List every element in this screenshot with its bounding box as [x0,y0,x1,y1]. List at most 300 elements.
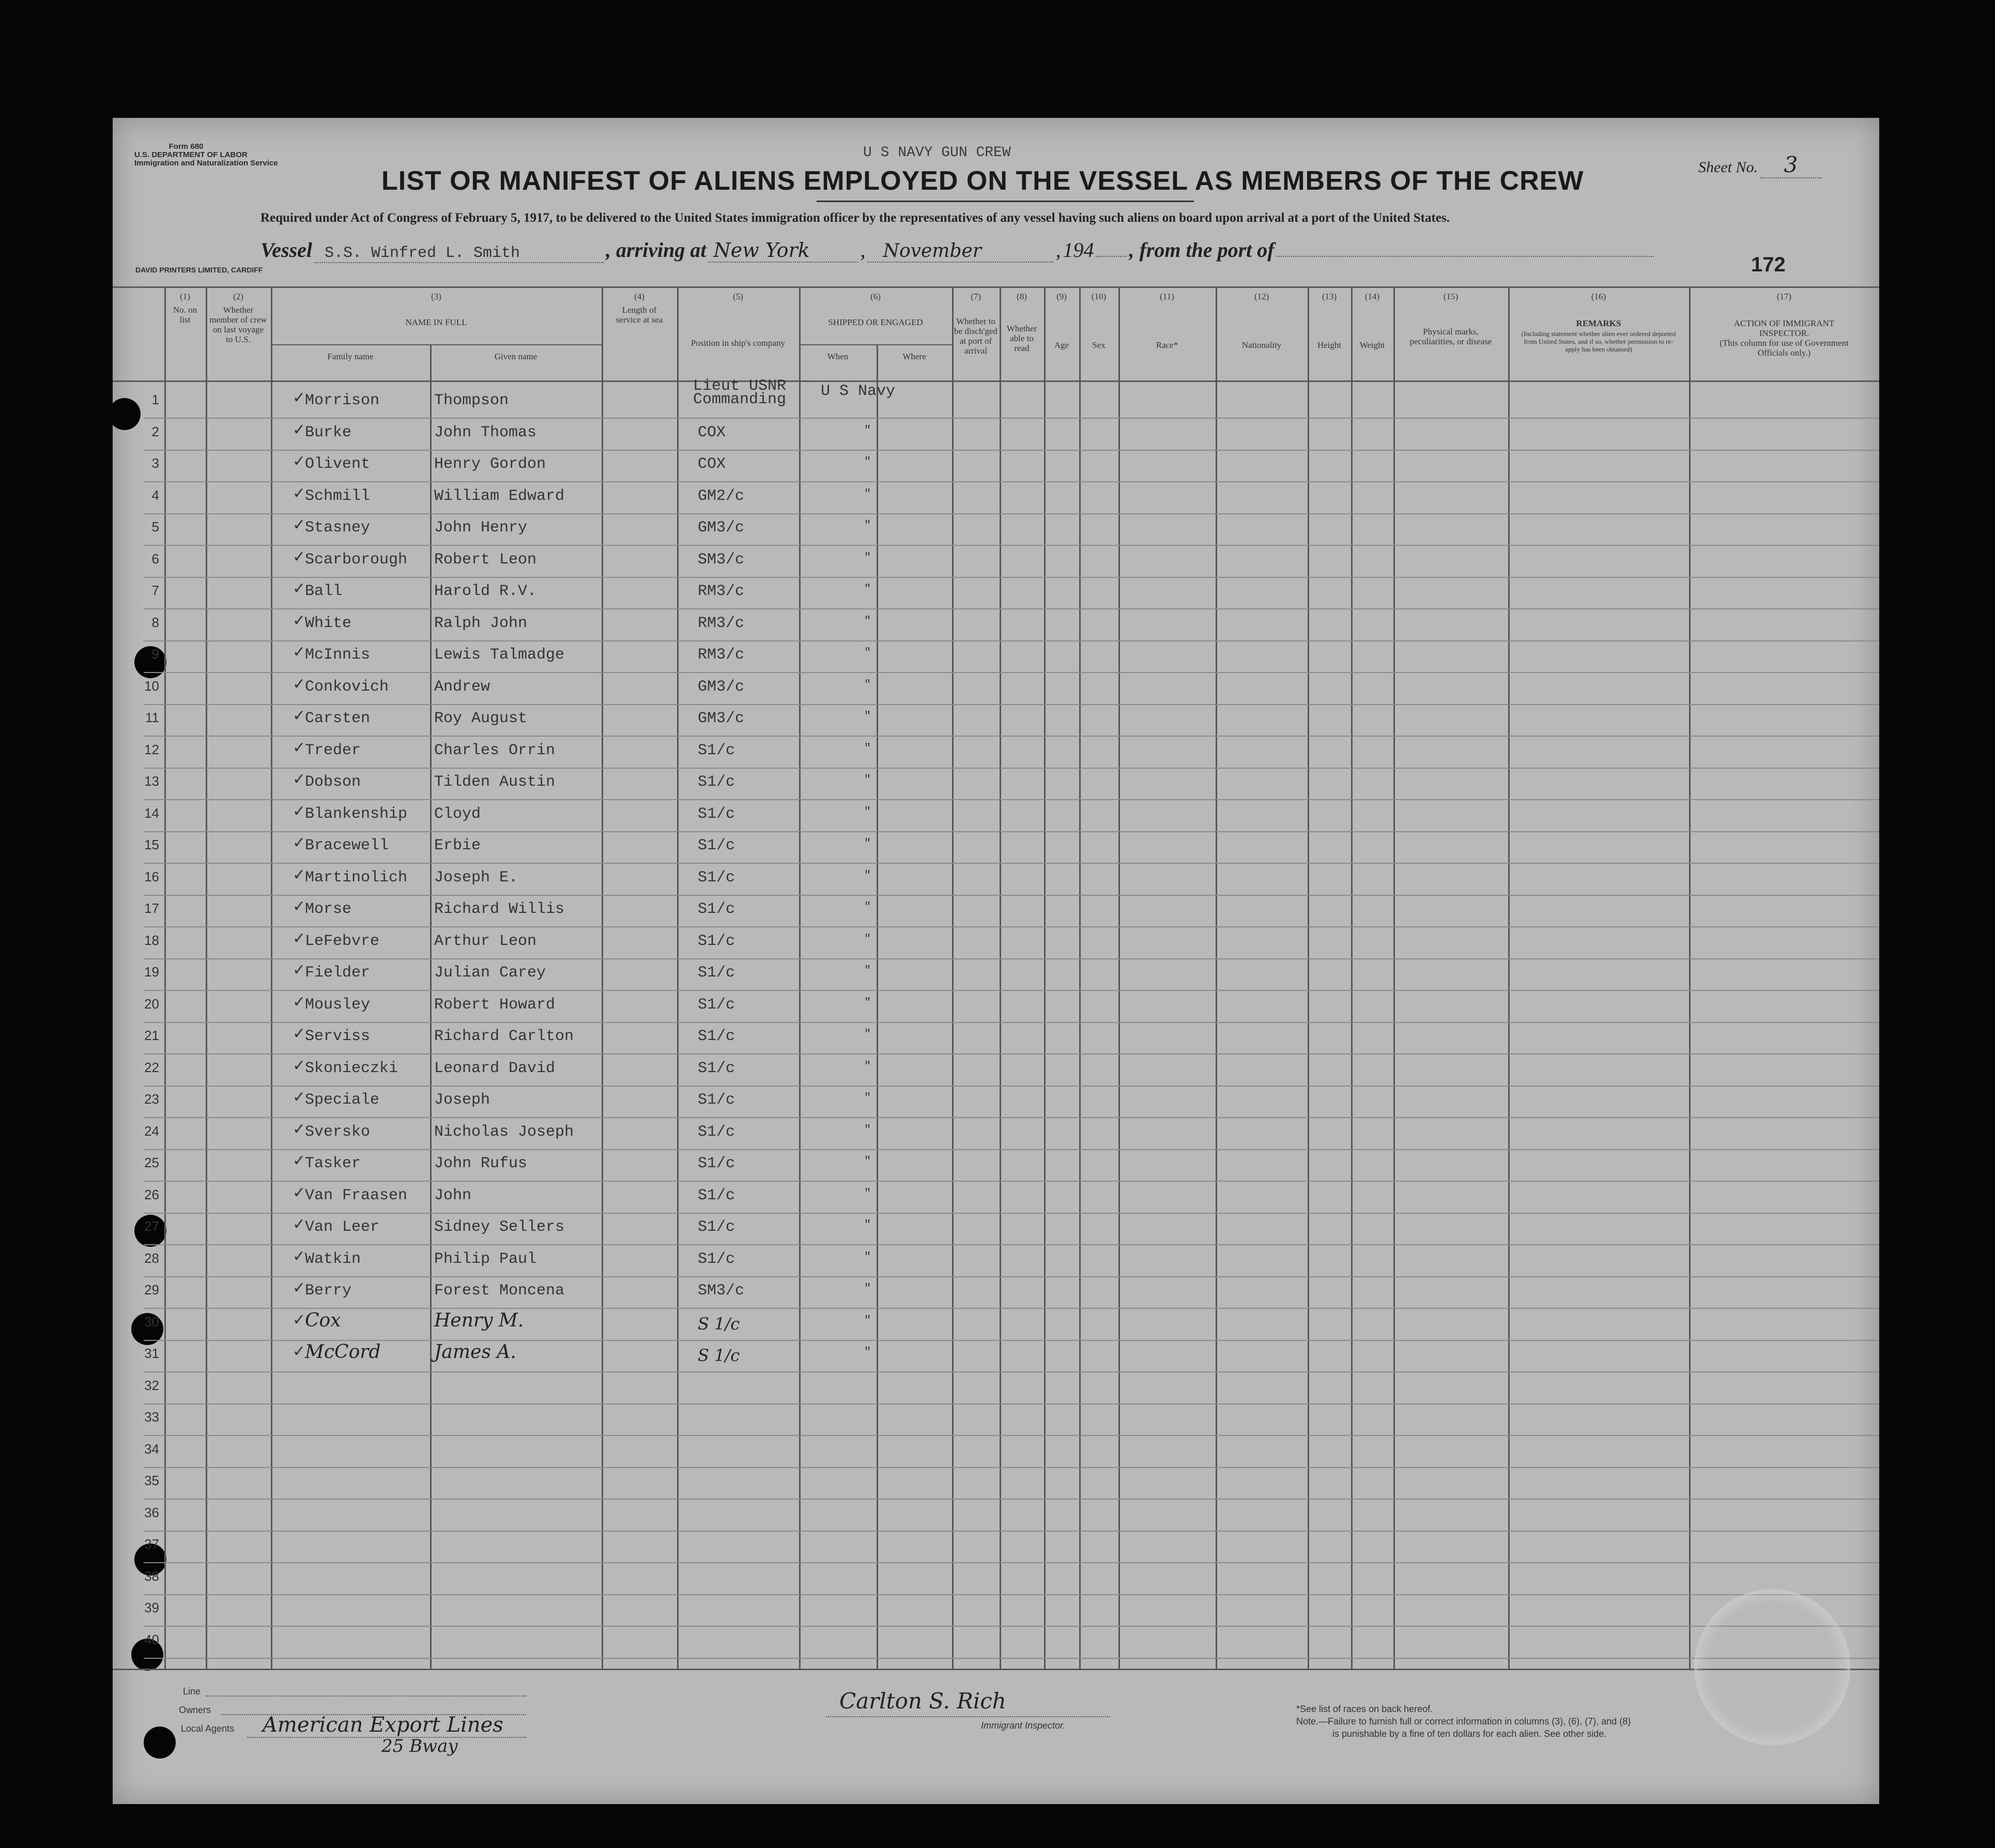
col-rule [430,344,432,1670]
col-num-17: (17) [1776,292,1792,301]
family-name: Ball [305,583,343,600]
given-name: Leonard David [434,1060,556,1077]
row-rule [144,831,1879,832]
shipped-when: " [864,519,871,532]
family-name: LeFebvre [305,933,380,950]
shipped-when: " [864,1282,871,1295]
row-rule [144,1371,1879,1372]
checkmark-icon: ✓ [293,485,306,502]
row-number: 10 [144,678,159,694]
row-number: 7 [151,583,159,598]
col-head-9: Age [1054,340,1069,350]
row-rule [144,926,1879,927]
given-name: John Rufus [434,1155,528,1172]
row-number: 36 [144,1505,159,1520]
position: S1/c [698,933,735,950]
header-bottom-rule [113,380,1879,382]
row-number: 15 [144,837,159,852]
shipped-when: " [864,1218,871,1231]
col-head-15: Physical marks, peculiarities, or disease [1409,327,1492,346]
family-name: Sversko [305,1123,371,1141]
row-rule [144,1213,1879,1214]
given-name: Lewis Talmadge [434,646,565,664]
col-rule [1044,286,1046,1670]
footer-line-label: Line [183,1686,201,1697]
row-number: 29 [144,1282,159,1297]
family-name: Dobson [305,773,361,791]
checkmark-icon: ✓ [293,676,306,693]
sheet-number-block [1698,152,1822,178]
row-rule [144,1594,1879,1595]
vessel-label: Vessel [260,238,312,262]
row-number: 9 [151,646,159,662]
position: S1/c [698,837,735,854]
subheader-rule [799,344,952,345]
col-rule [877,344,878,1670]
position: RM3/c [698,583,745,600]
checkmark-icon: ✓ [293,1184,306,1201]
col-head-6: SHIPPED OR ENGAGED [828,317,923,327]
col-head-1: No. on list [173,305,197,325]
row-rule [144,1086,1879,1087]
row-number: 18 [144,933,159,948]
row-rule [144,1022,1879,1023]
col-rule [1000,286,1001,1670]
family-name: Stasney [305,519,371,537]
shipped-when: " [864,1250,871,1263]
position: GM3/c [698,710,745,727]
given-name: Ralph John [434,615,528,632]
shipped-when: " [864,933,871,945]
position: SM3/c [698,1282,745,1300]
row-number: 26 [144,1187,159,1202]
given-name: Nicholas Joseph [434,1123,574,1141]
col-head-3: NAME IN FULL [405,317,467,327]
col-num-4: (4) [634,292,644,301]
row-rule [144,1658,1879,1659]
col-rule [1079,286,1081,1670]
row-rule [144,450,1879,451]
given-name: Roy August [434,710,528,727]
checkmark-icon: ✓ [293,453,306,470]
family-name: Watkin [305,1250,361,1268]
position: RM3/c [698,646,745,664]
col-num-10: (10) [1091,292,1107,301]
row-rule [144,1117,1879,1118]
col-num-9: (9) [1056,292,1067,301]
row-rule [144,768,1879,769]
position: S1/c [698,1218,735,1236]
row-rule [144,704,1879,705]
given-name: Henry Gordon [434,455,546,473]
col-head-11: Race* [1156,340,1178,350]
inspector-label: Immigrant Inspector. [981,1720,1066,1731]
family-name: Van Leer [305,1218,380,1236]
col-num-16: (16) [1591,292,1606,301]
shipped-when: " [864,583,871,595]
row-rule [144,418,1879,419]
position: S 1/c [698,1346,740,1365]
inspector-signature: Carlton S. Rich [839,1688,1006,1714]
row-rule [144,1340,1879,1341]
checkmark-icon: ✓ [293,1248,306,1265]
shipped-when: " [864,1155,871,1168]
footer-agents-address: 25 Bway [381,1736,458,1757]
row-number: 8 [151,615,159,630]
shipped-when: " [864,837,871,850]
given-name: Robert Leon [434,551,537,569]
given-name: Arthur Leon [434,933,537,950]
shipped-when: " [864,869,871,882]
sheet-number: 3 [1760,152,1822,178]
col-rule [1216,286,1217,1670]
shipped-when: " [864,900,871,913]
given-name: Forest Moncena [434,1282,565,1300]
family-name: Van Fraasen [305,1187,408,1204]
col-num-3: (3) [431,292,441,301]
col-num-15: (15) [1443,292,1459,301]
checkmark-icon: ✓ [293,421,306,438]
position: COX [698,455,726,473]
shipped-when: " [864,487,871,500]
given-name: Charles Orrin [434,742,556,759]
position: S1/c [698,1091,735,1109]
col-rule [1508,286,1510,1670]
checkmark-icon: ✓ [293,1025,306,1042]
row-rule [144,1531,1879,1532]
row-rule [144,958,1879,959]
given-name: John Thomas [434,424,537,441]
checkmark-icon: ✓ [293,1343,306,1360]
footer-line-blank [206,1696,526,1697]
shipped-when: " [864,1060,871,1073]
family-name: Schmill [305,487,371,505]
given-name: Philip Paul [434,1250,537,1268]
position: SM3/c [698,551,745,569]
row-number: 23 [144,1091,159,1107]
shipped-when: " [864,1123,871,1136]
shipped-when: " [864,1187,871,1200]
shipped-when: " [864,1028,871,1041]
family-name: Fielder [305,964,371,982]
from-port-blank [1277,256,1654,257]
family-name: Tasker [305,1155,361,1172]
vessel-line [260,238,1654,263]
col-num-14: (14) [1364,292,1380,301]
row-rule [144,1467,1879,1468]
given-name: Andrew [434,678,490,696]
row-number: 12 [144,742,159,757]
checkmark-icon: ✓ [293,612,306,629]
row-rule [144,481,1879,482]
family-name: Mousley [305,996,371,1014]
row-number: 6 [151,551,159,567]
shipped-when: " [864,710,871,723]
printer-name: DAVID PRINTERS LIMITED, CARDIFF [135,266,263,274]
position: S1/c [698,964,735,982]
col-rule [164,286,166,1670]
position: S1/c [698,805,735,823]
row-rule [144,895,1879,896]
row-number: 25 [144,1155,159,1170]
position: S1/c [698,1250,735,1268]
shipped-when: " [864,615,871,628]
given-name: Joseph E. [434,869,518,887]
row-number: 27 [144,1218,159,1234]
row-number: 30 [144,1314,159,1330]
family-name: McCord [305,1341,381,1363]
col-head-13: Height [1317,340,1342,350]
checkmark-icon: ✓ [293,771,306,788]
row-rule [144,1626,1879,1627]
family-name: Morrison [305,392,380,409]
manifest-sheet [113,118,1879,1804]
position: S1/c [698,742,735,759]
row-number: 40 [144,1632,159,1647]
row-number: 13 [144,773,159,789]
col-rule [1393,286,1395,1670]
row-number: 32 [144,1378,159,1393]
row-rule [144,1499,1879,1500]
given-name: Sidney Sellers [434,1218,565,1236]
col-sub-16: (Including statement whether alien ever ordered deported from United States, and if so, whether permission to re-apply has been obtained) [1521,330,1676,353]
row-number: 17 [144,900,159,916]
punch-hole [144,1727,176,1759]
row-number: 3 [151,455,159,471]
col-head-14: Weight [1359,340,1385,350]
shipped-when: " [864,551,871,564]
shipped-when: " [864,678,871,691]
row-rule [144,736,1879,737]
col-head-17: ACTION OF IMMIGRANT INSPECTOR. [1733,318,1835,338]
service-name: Immigration and Naturalization Service [134,159,278,167]
checkmark-icon: ✓ [293,580,306,597]
sheet-label: Sheet No. [1698,159,1758,176]
col-rule [799,286,801,1670]
given-name: Richard Carlton [434,1028,574,1045]
family-name: Speciale [305,1091,380,1109]
checkmark-icon: ✓ [293,961,306,979]
comma: , [1055,238,1061,262]
checkmark-icon: ✓ [293,1279,306,1296]
shipped-when: " [864,964,871,977]
shipped-when: " [864,424,871,437]
given-name: William Edward [434,487,565,505]
page-number: 172 [1751,253,1786,276]
page-title: LIST OR MANIFEST OF ALIENS EMPLOYED ON THE VESSEL AS MEMBERS OF THE CREW [381,166,1584,196]
table-bottom-rule [113,1669,1879,1670]
row-rule [144,577,1879,578]
checkmark-icon: ✓ [293,1311,306,1328]
col-num-7: (7) [971,292,981,301]
shipped-when: " [864,646,871,659]
row-rule [144,1276,1879,1277]
given-name: John Henry [434,519,528,537]
family-name: Treder [305,742,361,759]
position: GM2/c [698,487,745,505]
col-head-5: Position in ship's company [690,338,786,348]
family-name: Martinolich [305,869,408,887]
arrival-year: 194 [1063,238,1094,262]
position: S1/c [698,773,735,791]
crew-type: U S NAVY GUN CREW [863,145,1011,161]
family-name: White [305,615,352,632]
penalty-note-1: Note.—Failure to furnish full or correct information in columns (3), (6), (7), and (8) [1296,1716,1631,1727]
row-rule [144,1053,1879,1055]
position: S1/c [698,900,735,918]
given-name: Tilden Austin [434,773,556,791]
col-head-2: Whether member of crew on last voyage to U.S. [209,305,267,344]
row-number: 39 [144,1600,159,1615]
row-number: 16 [144,869,159,884]
col-num-8: (8) [1017,292,1027,301]
row-rule [144,799,1879,800]
family-name: McInnis [305,646,371,664]
row-number: 5 [151,519,159,534]
position: S1/c [698,1187,735,1204]
checkmark-icon: ✓ [293,994,306,1011]
position: S1/c [698,1060,735,1077]
row-rule [144,640,1879,642]
col-sub-family: Family name [327,352,374,361]
row-rule [144,545,1879,546]
family-name: Berry [305,1282,352,1300]
given-name: Thompson [434,392,509,409]
col-head-16: REMARKS [1576,318,1621,328]
shipped-when: " [864,1091,871,1104]
col-rule [1689,286,1691,1670]
checkmark-icon: ✓ [293,930,306,947]
col-head-12: Nationality [1241,340,1282,350]
shipped-when: " [864,455,871,468]
department: U.S. DEPARTMENT OF LABOR [134,150,248,159]
row-rule [144,1562,1879,1563]
col-rule [271,286,272,1670]
col-sub-given: Given name [494,352,538,361]
row-rule [144,1403,1879,1404]
family-name: Olivent [305,455,371,473]
penalty-note-2: is punishable by a fine of ten dollars for each alien. See other side. [1332,1729,1607,1739]
row-number: 4 [151,487,159,503]
row-number: 11 [145,710,159,725]
row-number: 33 [144,1409,159,1425]
col-num-2: (2) [233,292,243,301]
checkmark-icon: ✓ [293,644,306,661]
row-number: 1 [151,392,159,407]
shipped-when: " [864,996,871,1009]
row-number: 21 [144,1028,159,1043]
arrival-port: New York [708,239,858,263]
checkmark-icon: ✓ [293,1216,306,1233]
row-rule [144,1435,1879,1436]
position: COX [698,424,726,441]
row-number: 31 [144,1346,159,1361]
col-rule [602,286,603,1670]
checkmark-icon: ✓ [293,548,306,566]
col-num-6: (6) [870,292,881,301]
row-number: 20 [144,996,159,1012]
shipped-when: " [864,742,871,755]
row-rule [144,863,1879,864]
subtitle: Required under Act of Congress of February 5, 1917, to be delivered to the United States immigration officer by the representatives of any vessel having such aliens on board upon arrival at a port of the United States. [260,211,1450,225]
col-head-8: Whether able to read [1006,324,1037,353]
checkmark-icon: ✓ [293,389,306,406]
row-rule [144,1308,1879,1309]
position: S1/c [698,1123,735,1141]
position: S1/c [698,1028,735,1045]
family-name: Scarborough [305,551,408,569]
col-num-1: (1) [180,292,190,301]
family-name: Cox [305,1310,341,1331]
col-head-7: Whether to be disch'ged at port of arrival [954,316,997,356]
position: GM3/c [698,678,745,696]
checkmark-icon: ✓ [293,866,306,883]
family-name: Conkovich [305,678,389,696]
form-meta [134,142,278,167]
col-num-5: (5) [733,292,743,301]
row-number: 2 [151,424,159,439]
family-name: Blankenship [305,805,408,823]
given-name: James A. [434,1341,516,1363]
col-num-13: (13) [1322,292,1337,301]
row-number: 14 [144,805,159,821]
row-number: 22 [144,1060,159,1075]
position: S 1/c [698,1314,740,1334]
col-sub-17: (This column for use of Government Officials only.) [1720,338,1849,358]
col-num-12: (12) [1254,292,1269,301]
given-name: Erbie [434,837,481,854]
given-name: John [434,1187,472,1204]
family-name: Burke [305,424,352,441]
vessel-name: S.S. Winfred L. Smith [314,245,604,263]
shipped-when: " [864,773,871,786]
position: S1/c [698,869,735,887]
shipped-when: " [864,1314,871,1327]
row-number: 35 [144,1473,159,1488]
from-port-label: , from the port of [1129,238,1275,262]
col-num-11: (11) [1160,292,1174,301]
row-rule [144,1244,1879,1245]
given-name: Julian Carey [434,964,546,982]
position: S1/c [698,1155,735,1172]
position: RM3/c [698,615,745,632]
row-number: 34 [144,1441,159,1457]
col-rule [1308,286,1309,1670]
shipped-when: U S Navy [821,383,896,400]
signature-line [826,1716,1110,1717]
row-rule [144,608,1879,609]
row-number: 24 [144,1123,159,1139]
row-number: 19 [144,964,159,980]
checkmark-icon: ✓ [293,1057,306,1074]
arrival-year-blank [1096,256,1127,257]
col-head-10: Sex [1092,340,1106,350]
row-number: 28 [144,1250,159,1266]
checkmark-icon: ✓ [293,898,306,915]
race-note: *See list of races on back hereof. [1296,1704,1433,1714]
footer-agents-value: American Export Lines [263,1713,503,1737]
comma: , [860,238,866,262]
embossed-seal-icon [1694,1589,1850,1745]
subheader-rule [271,344,602,345]
given-name: Henry M. [434,1310,524,1331]
col-sub-where: Where [902,352,926,361]
given-name: Cloyd [434,805,481,823]
family-name: Morse [305,900,352,918]
col-rule [952,286,954,1670]
checkmark-icon: ✓ [293,1089,306,1106]
row-rule [144,672,1879,673]
